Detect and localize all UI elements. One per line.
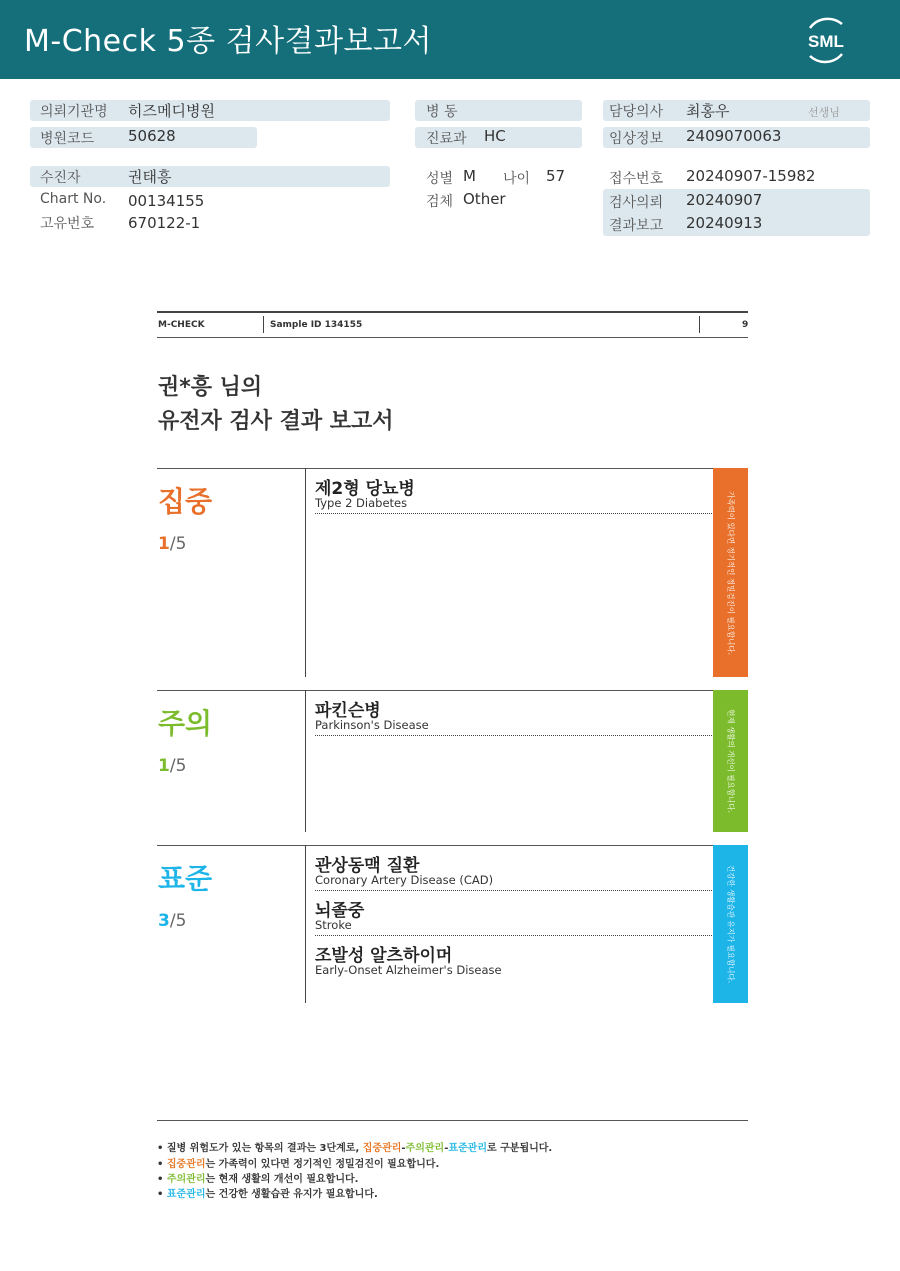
- section-count-highlight: 1: [158, 534, 170, 554]
- section-divider: [305, 468, 306, 677]
- sml-logo-icon: [798, 12, 854, 68]
- disease-dotted-rule: [315, 890, 712, 891]
- section-count-total: /5: [169, 534, 187, 554]
- hospital-code-label: 병원코드: [40, 131, 95, 147]
- disease-name-en: Parkinson's Disease: [315, 718, 429, 732]
- report-title-line1: 권*흥 님의: [158, 375, 263, 400]
- section-side-bar: [713, 845, 748, 1003]
- note-focus-term: 집중관리: [362, 1143, 402, 1154]
- disease-name-en: Stroke: [315, 918, 352, 932]
- band-patient: [30, 166, 390, 187]
- section-divider: [305, 845, 306, 1003]
- disease-name-ko: 제2형 당뇨병: [315, 479, 415, 499]
- section-count: [158, 756, 186, 776]
- logo-text: SML: [808, 32, 844, 51]
- section-side-bar: [713, 690, 748, 832]
- header-bar: [0, 0, 900, 79]
- section-name: 표준: [158, 862, 213, 895]
- footer-note-3: • 주의관리는 현재 생활의 개선이 필요합니다.: [157, 1174, 359, 1185]
- request-label: 검사의뢰: [609, 195, 664, 211]
- note-standard-term: 표준관리: [448, 1143, 487, 1154]
- unique-label: 고유번호: [40, 216, 95, 232]
- section-top-rule: [157, 468, 713, 469]
- disease-dotted-rule: [315, 735, 712, 736]
- note-text: 는 현재 생활의 개선이 필요합니다.: [205, 1174, 359, 1185]
- clinical-label: 임상정보: [609, 131, 664, 147]
- disease-dotted-rule: [315, 935, 712, 936]
- note-text: 로 구분됩니다.: [486, 1143, 553, 1154]
- report-header-bottom-rule: [157, 337, 748, 338]
- dept-label: 진료과: [426, 131, 467, 147]
- section-caution: [157, 690, 748, 832]
- footer-rule: [157, 1120, 748, 1121]
- section-name: 주의: [158, 707, 213, 740]
- section-focus: [157, 468, 748, 677]
- patient-value: 권태흥: [128, 168, 172, 186]
- section-top-rule: [157, 845, 713, 846]
- section-side-text: 가족력이 있다면 정기적인 정밀검진이 필요합니다.: [726, 490, 735, 655]
- section-top-rule: [157, 690, 713, 691]
- clinical-value: 2409070063: [686, 127, 782, 145]
- section-side-text: 현재 생활의 개선이 필요합니다.: [726, 709, 735, 813]
- age-label: 나이: [503, 171, 531, 187]
- section-divider: [305, 690, 306, 832]
- doctor-value: 최홍우: [686, 102, 730, 120]
- chart-value: 00134155: [128, 192, 205, 210]
- doctor-suffix: 선생님: [808, 106, 840, 119]
- dept-value: HC: [484, 127, 506, 145]
- disease-name-ko: 뇌졸중: [315, 901, 365, 921]
- section-count-total: /5: [169, 756, 187, 776]
- footer-note-2: • 집중관리는 가족력이 있다면 정기적인 정밀검진이 필요합니다.: [157, 1159, 440, 1170]
- chart-label: Chart No.: [40, 191, 107, 207]
- report-brand: M-CHECK: [158, 320, 205, 330]
- note-caution-term: 주의관리: [405, 1143, 445, 1154]
- note-dash: -: [444, 1143, 449, 1154]
- section-count: [158, 534, 186, 554]
- specimen-value: Other: [463, 190, 506, 208]
- disease-name-ko: 관상동맥 질환: [315, 856, 420, 876]
- institution-label: 의뢰기관명: [40, 104, 108, 120]
- report-value: 20240913: [686, 214, 763, 232]
- disease-name-en: Coronary Artery Disease (CAD): [315, 873, 494, 887]
- section-name: 집중: [158, 485, 213, 518]
- section-side-text: 건강한 생활습관 유지가 필요합니다.: [726, 864, 735, 984]
- note-focus-term: 집중관리: [166, 1159, 206, 1170]
- sex-value: M: [463, 167, 476, 185]
- hospital-code-value: 50628: [128, 127, 176, 145]
- unique-value: 670122-1: [128, 214, 201, 232]
- disease-name-ko: 조발성 알츠하이머: [315, 946, 453, 966]
- institution-value: 히즈메디병원: [128, 102, 215, 120]
- report-header-divider-2: [699, 316, 700, 333]
- receipt-label: 접수번호: [609, 171, 664, 187]
- disease-name-en: Early-Onset Alzheimer's Disease: [315, 963, 502, 977]
- disease-dotted-rule: [315, 513, 712, 514]
- note-text: 질병 위험도가 있는 항목의 결과는 3단계로,: [166, 1143, 363, 1154]
- note-text: 는 가족력이 있다면 정기적인 정밀검진이 필요합니다.: [205, 1159, 440, 1170]
- section-count: [158, 911, 186, 931]
- section-side-bar: [713, 468, 748, 677]
- section-count-total: /5: [169, 911, 187, 931]
- footer-note-1: • 질병 위험도가 있는 항목의 결과는 3단계로, 집중관리-주의관리-표준관리로 구분됩니다.: [157, 1143, 553, 1154]
- request-value: 20240907: [686, 191, 763, 209]
- section-count-highlight: 3: [158, 911, 170, 931]
- footer-note-4: • 표준관리는 건강한 생활습관 유지가 필요합니다.: [157, 1189, 378, 1200]
- doctor-label: 담당의사: [609, 104, 664, 120]
- note-dash: -: [401, 1143, 406, 1154]
- sex-label: 성별: [426, 171, 454, 187]
- report-header-divider: [263, 316, 264, 333]
- report-sample-id: Sample ID 134155: [270, 320, 363, 330]
- note-caution-term: 주의관리: [166, 1174, 206, 1185]
- note-text: 는 건강한 생활습관 유지가 필요합니다.: [205, 1189, 378, 1200]
- note-standard-term: 표준관리: [166, 1189, 206, 1200]
- patient-label: 수진자: [40, 170, 81, 186]
- section-standard: [157, 845, 748, 1003]
- report-title-line2: 유전자 검사 결과 보고서: [158, 409, 394, 434]
- age-value: 57: [546, 167, 566, 185]
- disease-name-ko: 파킨슨병: [315, 701, 381, 721]
- ward-label: 병 동: [426, 104, 458, 120]
- report-label: 결과보고: [609, 218, 664, 234]
- disease-name-en: Type 2 Diabetes: [315, 496, 408, 510]
- page-title: M-Check 5종 검사결과보고서: [24, 24, 432, 59]
- report-top-rule: [157, 311, 748, 313]
- receipt-value: 20240907-15982: [686, 167, 816, 185]
- specimen-label: 검체: [426, 194, 454, 210]
- section-count-highlight: 1: [158, 756, 170, 776]
- report-page-number: 9: [742, 320, 749, 330]
